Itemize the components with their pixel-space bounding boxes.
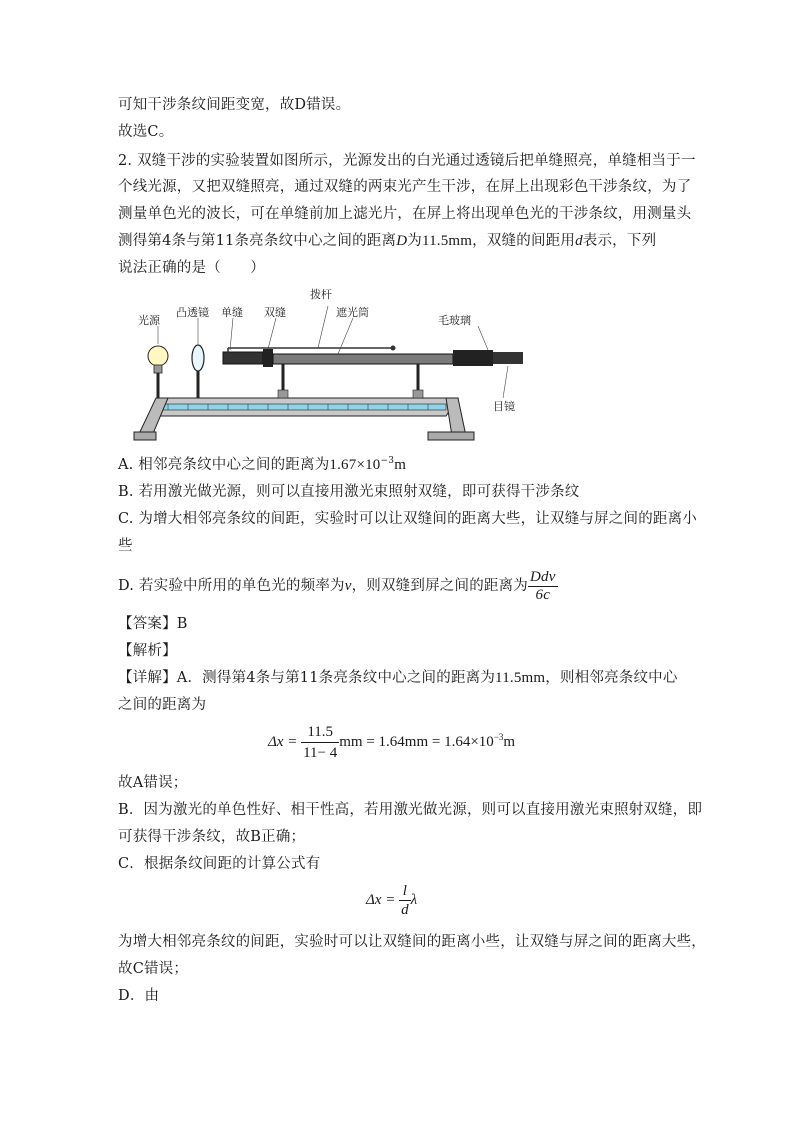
question-stem-line-2: 个线光源，又把双缝照亮，通过双缝的两束光产生干涉，在屏上出现彩色干涉条纹，为了 — [118, 179, 692, 195]
question-stem-line-3: 测量单色光的波长，可在单缝前加上滤光片，在屏上将出现单色光的干涉条纹，用测量头 — [118, 206, 692, 222]
symbol-nu: ν — [344, 578, 352, 594]
option-D-text-2: ，则双缝到屏之间的距离为 — [351, 578, 528, 594]
analysis-label: 【解析】 — [118, 643, 177, 659]
convex-lens-icon — [192, 345, 204, 398]
label-lever: 拨杆 — [310, 288, 332, 301]
equation-2 — [366, 882, 417, 919]
eq1-denominator: 11− 4 — [301, 742, 339, 763]
value-distance: 11.5mm — [421, 233, 473, 249]
detail-line-2: 之间的距离为 — [118, 697, 207, 713]
detail-line-9: D．由 — [118, 988, 160, 1004]
optical-bench — [134, 398, 474, 440]
label-frosted-glass: 毛玻璃 — [438, 314, 471, 327]
eq1-numerator: 11.5 — [307, 724, 334, 740]
label-convex-lens: 凸透镜 — [176, 306, 209, 319]
label-shade-tube: 遮光筒 — [336, 306, 369, 319]
detail-line-5: 可获得干涉条纹，故B正确； — [118, 829, 306, 845]
detail-text: ，则相邻亮条纹中心 — [545, 670, 678, 686]
label-single-slit: 单缝 — [221, 306, 243, 319]
eq2-lhs: Δx = — [366, 891, 396, 908]
question-stem-line-4 — [118, 231, 656, 251]
intro-line-2: 故选C。 — [118, 124, 174, 140]
detail-text: 【详解】A．测得第4条与第11条亮条纹中心之间的距离为 — [118, 670, 496, 686]
option-A-value: 1.67×10 — [329, 457, 381, 473]
stem-text: ，双缝的间距用 — [472, 233, 576, 249]
eq1-rhs: mm = 1.64mm = 1.64×10 — [339, 733, 494, 750]
eq1-exponent: −3 — [493, 731, 504, 742]
option-C-line-2: 些 — [118, 538, 133, 554]
option-A-text: A. 相邻亮条纹中心之间的距离为 — [118, 457, 330, 473]
detail-value: 11.5mm — [495, 670, 546, 686]
option-B: B. 若用激光做光源，则可以直接用激光束照射双缝，即可获得干涉条纹 — [118, 484, 580, 500]
symbol-D: D — [396, 233, 408, 249]
eq1-lhs: Δx = — [268, 733, 298, 750]
fraction-denominator: 6c — [528, 586, 558, 604]
eq1-unit: m — [503, 733, 516, 750]
fraction-numerator: Ddν — [530, 568, 556, 585]
question-stem-text: 双缝干涉的实验装置如图所示，光源发出的白光通过透镜后把单缝照亮，单缝相当于一 — [137, 153, 696, 169]
option-D-text: D. 若实验中所用的单色光的频率为 — [118, 578, 345, 594]
detail-line-8: 故C错误； — [118, 961, 189, 977]
detail-line-4: B．因为激光的单色性好、相干性高，若用激光做光源，则可以直接用激光束照射双缝，即 — [118, 802, 703, 818]
stem-text: 表示，下列 — [582, 233, 657, 249]
answer-label: 【答案】B — [118, 616, 188, 632]
detail-line-6: C．根据条纹间距的计算公式有 — [118, 856, 321, 872]
light-bulb-icon — [148, 346, 168, 398]
stem-text: 测得第4条与第11条亮条纹中心之间的距离 — [118, 233, 397, 249]
eq2-fraction — [399, 882, 411, 919]
detail-line-7: 为增大相邻亮条纹的间距，实验时可以让双缝间的距离小些，让双缝与屏之间的距离大些， — [118, 934, 706, 950]
label-double-slit: 双缝 — [264, 306, 286, 319]
equation-1 — [268, 722, 515, 763]
eq1-fraction — [301, 722, 339, 763]
shade-tube-assembly — [223, 346, 523, 399]
eq2-rhs: λ — [410, 891, 418, 908]
double-slit-apparatus-diagram — [128, 286, 528, 446]
label-eyepiece: 目镜 — [493, 400, 515, 413]
option-A — [118, 455, 406, 475]
question-number: 2. — [118, 153, 133, 169]
stem-text: 为 — [407, 233, 422, 249]
option-A-exponent: −3 — [380, 456, 395, 466]
option-D — [118, 567, 558, 605]
detail-line-3: 故A错误； — [118, 775, 188, 791]
detail-line-1 — [118, 668, 678, 688]
question-stem-line-5: 说法正确的是（ ） — [118, 260, 265, 276]
label-light-source: 光源 — [138, 314, 160, 327]
option-A-unit: m — [394, 457, 407, 473]
intro-line-1: 可知干涉条纹间距变宽，故D错误。 — [118, 97, 351, 113]
eq2-numerator: l — [402, 883, 407, 899]
option-C-line-1: C. 为增大相邻亮条纹的间距，实验时可以让双缝间的距离大些，让双缝与屏之间的距离小 — [118, 511, 697, 527]
question-stem-line-1 — [118, 151, 696, 171]
option-D-fraction — [528, 569, 558, 604]
symbol-d: d — [575, 233, 583, 249]
eq2-denominator: d — [401, 902, 409, 918]
